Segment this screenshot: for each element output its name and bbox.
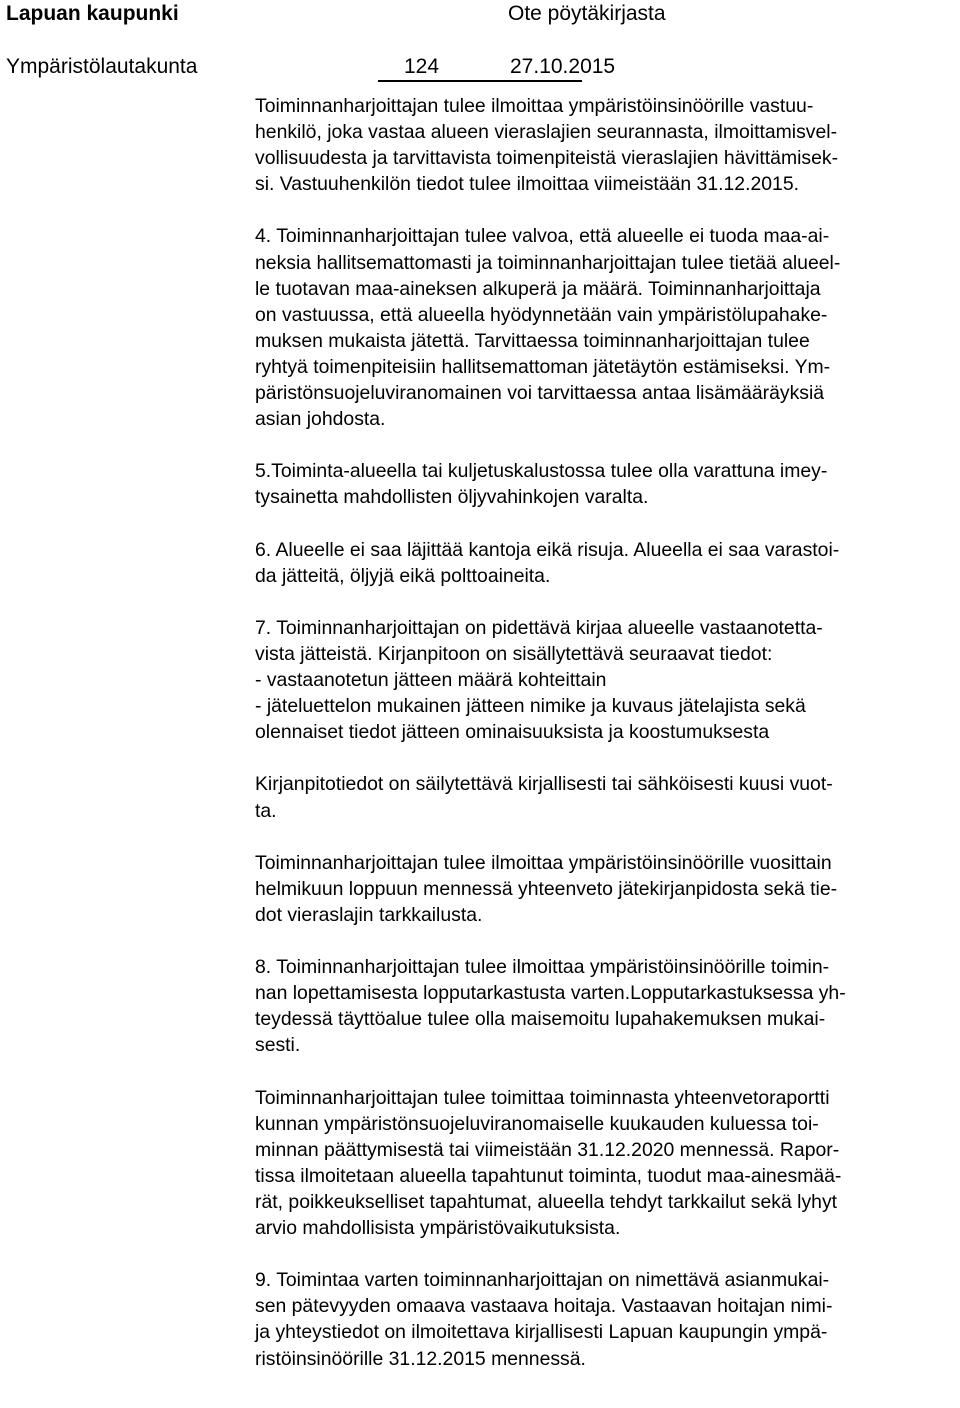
- text-line: ja yhteystiedot on ilmoitettava kirjallisesti Lapuan kaupungin ympä-: [255, 1321, 828, 1344]
- text-line: muksen mukaista jätettä. Tarvittaessa toiminnanharjoittajan tulee: [255, 329, 810, 352]
- text-line: Toiminnanharjoittajan tulee toimittaa toiminnasta yhteenvetoraportti: [255, 1086, 830, 1109]
- text-line: tysainetta mahdollisten öljyvahinkojen varalta.: [255, 486, 649, 509]
- paragraph: [255, 458, 955, 510]
- paragraph: [255, 1085, 955, 1242]
- document-body: [255, 93, 955, 1398]
- paragraph: [255, 223, 955, 432]
- text-line: sesti.: [255, 1034, 301, 1057]
- text-line: Toiminnanharjoittajan tulee ilmoittaa ympäristöinsinöörille vuosittain: [255, 851, 832, 874]
- text-line: ta.: [255, 799, 277, 822]
- text-line: 6. Alueelle ei saa läjittää kantoja eikä risuja. Alueella ei saa varastoi-: [255, 538, 840, 561]
- paragraph: [255, 954, 955, 1058]
- text-line: da jätteitä, öljyjä eikä polttoaineita.: [255, 564, 551, 587]
- document-type: Ote pöytäkirjasta: [508, 2, 666, 25]
- text-line: Toiminnanharjoittajan tulee ilmoittaa ympäristöinsinöörille vastuu-: [255, 95, 814, 117]
- text-line: helmikuun loppuun mennessä yhteenveto jätekirjanpidosta sekä tie-: [255, 877, 838, 900]
- text-line: arvio mahdollisista ympäristövaikutuksista.: [255, 1217, 621, 1240]
- text-line: vollisuudesta ja tarvittavista toimenpiteistä vieraslajien hävittämisek-: [255, 147, 839, 170]
- organization-name: Lapuan kaupunki: [6, 2, 179, 25]
- paragraph: [255, 615, 955, 745]
- text-line: - vastaanotetun jätteen määrä kohteittain: [255, 669, 607, 692]
- text-line: ristöinsinöörille 31.12.2015 mennessä.: [255, 1347, 586, 1370]
- text-line: si. Vastuuhenkilön tiedot tulee ilmoittaa viimeistään 31.12.2015.: [255, 173, 799, 196]
- paragraph: [255, 537, 955, 589]
- text-line: päristönsuojeluviranomainen voi tarvittaessa antaa lisämääräyksiä: [255, 382, 825, 405]
- text-line: henkilö, joka vastaa alueen vieraslajien seurannasta, ilmoittamisvel-: [255, 121, 838, 144]
- page-number: 124: [404, 55, 440, 78]
- text-line: tissa ilmoitetaan alueella tapahtunut toiminta, tuodut maa-ainesmää-: [255, 1164, 842, 1187]
- paragraph: [255, 93, 955, 197]
- text-line: asian johdosta.: [255, 408, 386, 431]
- text-line: kunnan ympäristönsuojeluviranomaiselle kuukauden kuluessa toi-: [255, 1112, 819, 1135]
- text-line: nan lopettamisesta lopputarkastusta varten.Lopputarkastuksessa yh-: [255, 982, 846, 1005]
- text-line: le tuotavan maa-aineksen alkuperä ja määrä. Toiminnanharjoittaja: [255, 277, 821, 300]
- text-line: rät, poikkeukselliset tapahtumat, alueella tehdyt tarkkailut sekä lyhyt: [255, 1190, 838, 1213]
- text-line: 5.Toiminta-alueella tai kuljetuskalustossa tulee olla varattuna imey-: [255, 460, 828, 483]
- text-line: ryhtyä toimenpiteisiin hallitsemattoman jätetäytön estämiseksi. Ym-: [255, 355, 831, 378]
- text-line: 4. Toiminnanharjoittajan tulee valvoa, että alueelle ei tuoda maa-ai-: [255, 225, 830, 248]
- text-line: on vastuussa, että alueella hyödynnetään vain ympäristölupahake-: [255, 303, 828, 326]
- paragraph: [255, 1267, 955, 1371]
- text-line: 8. Toiminnanharjoittajan tulee ilmoittaa ympäristöinsinöörille toimin-: [255, 956, 830, 979]
- text-line: minnan päättymisestä tai viimeistään 31.12.2020 mennessä. Rapor-: [255, 1138, 840, 1161]
- text-line: vista jätteistä. Kirjanpitoon on sisällytettävä seuraavat tiedot:: [255, 642, 773, 665]
- document-date: 27.10.2015: [510, 55, 616, 78]
- text-line: sen pätevyyden omaava vastaava hoitaja. Vastaavan hoitajan nimi-: [255, 1295, 833, 1318]
- header-rule: [378, 80, 582, 82]
- paragraph: [255, 850, 955, 928]
- text-line: teydessä täyttöalue tulee olla maisemoitu lupahakemuksen mukai-: [255, 1008, 826, 1031]
- text-line: 7. Toiminnanharjoittajan on pidettävä kirjaa alueelle vastaanotetta-: [255, 616, 823, 639]
- text-line: dot vieraslajin tarkkailusta.: [255, 903, 483, 926]
- text-line: 9. Toimintaa varten toiminnanharjoittajan on nimettävä asianmukai-: [255, 1269, 830, 1292]
- text-line: neksia hallitsemattomasti ja toiminnanharjoittajan tulee tietää alueel-: [255, 251, 841, 274]
- paragraph: [255, 771, 955, 823]
- board-name: Ympäristölautakunta: [6, 55, 198, 78]
- text-line: olennaiset tiedot jätteen ominaisuuksista ja koostumuksesta: [255, 721, 770, 744]
- text-line: Kirjanpitotiedot on säilytettävä kirjallisesti tai sähköisesti kuusi vuot-: [255, 773, 833, 796]
- text-line: - jäteluettelon mukainen jätteen nimike ja kuvaus jätelajista sekä: [255, 695, 806, 718]
